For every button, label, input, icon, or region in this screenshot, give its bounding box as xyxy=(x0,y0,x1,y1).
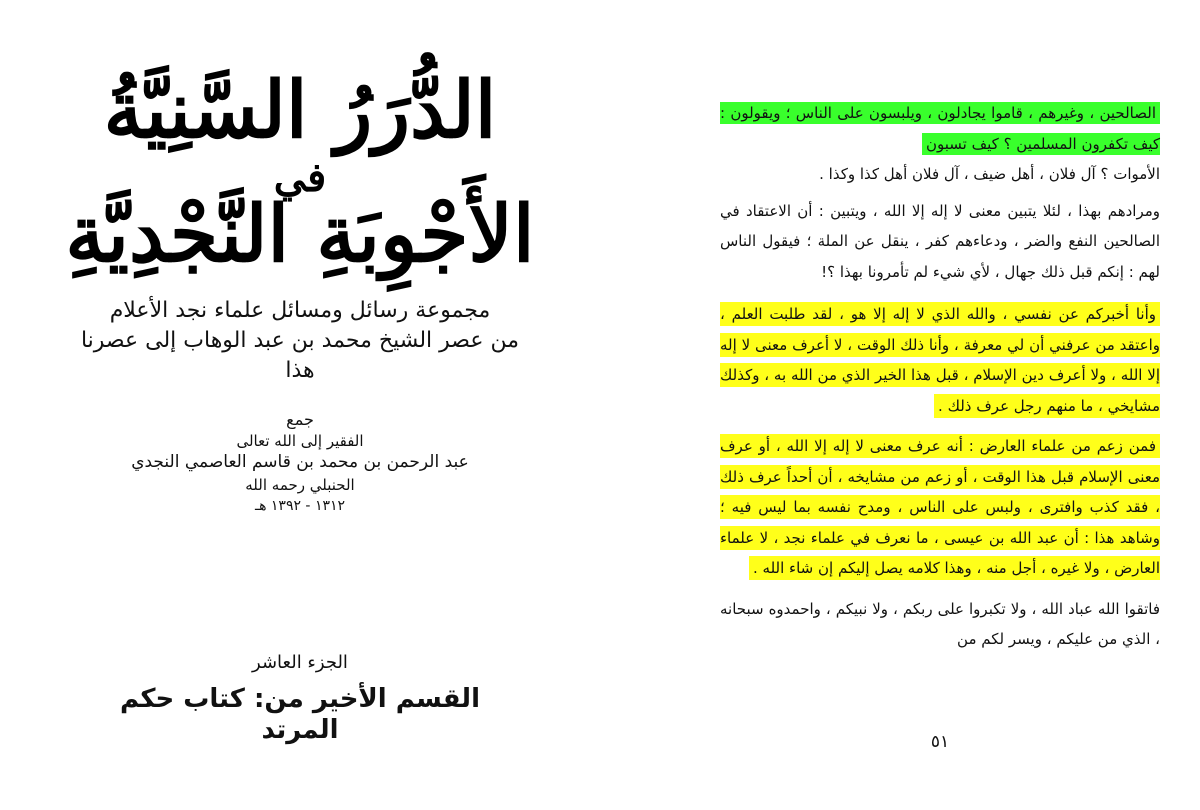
green-highlight: الصالحين ، وغيرهم ، قاموا يجادلون ، ويلبسون على الناس ؛ ويقولون : كيف تكفرون المسلمين ؟ كيف تسبون xyxy=(720,104,1160,153)
text-page xyxy=(600,0,1200,810)
subtitle-line1: مجموعة رسائل ومسائل علماء نجد الأعلام xyxy=(109,298,491,323)
paragraph-6: فاتقوا الله عباد الله ، ولا تكبروا على ربكم ، ولا نبيكم ، واحمدوه سبحانه ، الذي من عليكم ، ويسر لكم من xyxy=(720,599,1160,648)
compiled-label: جمع xyxy=(286,410,314,429)
volume-label: الجزء العاشر xyxy=(252,652,348,673)
page-number: ٥١ xyxy=(930,732,950,752)
section-label: القسم الأخير من: كتاب حكم المرتد xyxy=(119,684,480,746)
book-title-line1: الدُّرَرُ السَّنِيَّةُ xyxy=(103,65,497,156)
author-years: ١٣١٢ - ١٣٩٢ هـ xyxy=(254,498,346,514)
yellow-highlight-1: وأنا أخبركم عن نفسي ، والله الذي لا إله إلا هو ، لقد طلبت العلم ، واعتقد من عرفني أن لي معرفة ، وأنا ذلك الوقت ، لا أعرف معنى لا إله إلا الله ، ولا أعرف دين الإسلام ، قبل هذا الخير الذي من الله به ، وكذلك مشايخي ، ما منهم رجل عرف ذلك . xyxy=(720,302,1160,418)
subtitle-line2: من عصر الشيخ محمد بن عبد الوهاب إلى عصرنا هذا xyxy=(80,328,520,383)
paragraph-2: الأموات ؟ آل فلان ، أهل ضيف ، آل فلان أهل كذا وكذا . xyxy=(819,165,1160,183)
yellow-highlight-2: فمن زعم من علماء العارض : أنه عرف معنى لا إله إلا الله ، أو عرف معنى الإسلام قبل هذا الوقت ، أو زعم من مشايخه ، أن أحداً عرف ذلك ، فقد كذب وافترى ، ولبس على الناس ، ومدح نفسه بما ليس فيه ؛ وشاهد هذا : أن عبد الله بن عيسى ، ما نعرف في علماء نجد ، لا علماء العارض ، ولا غيره ، أجل منه ، وهذا كلامه يصل إليكم إن شاء الله . xyxy=(720,434,1160,580)
book-title-line2: في xyxy=(273,154,327,201)
paragraph-4 xyxy=(720,299,1160,421)
author-name: عبد الرحمن بن محمد بن قاسم العاصمي النجدي xyxy=(131,452,469,472)
author-hanbali: الحنبلي رحمه الله xyxy=(245,476,355,494)
book-title-line3: الأَجْوِبَةِ النَّجْدِيَّةِ xyxy=(65,189,535,280)
paragraph-1 xyxy=(720,98,1160,159)
paragraph-5 xyxy=(720,431,1160,584)
faqir-line: الفقير إلى الله تعالى xyxy=(236,432,364,450)
text-body xyxy=(720,98,1160,655)
paragraph-3: ومرادهم بهذا ، لئلا يتبين معنى لا إله إلا الله ، ويتبين : أن الاعتقاد في الصالحين النفع والضر ، ودعاءهم كفر ، ينقل عن الملة ؛ فيقول الناس لهم : إنكم قبل ذلك جهال ، لأي شيء لم تأمرونا بهذا ؟! xyxy=(720,201,1160,281)
